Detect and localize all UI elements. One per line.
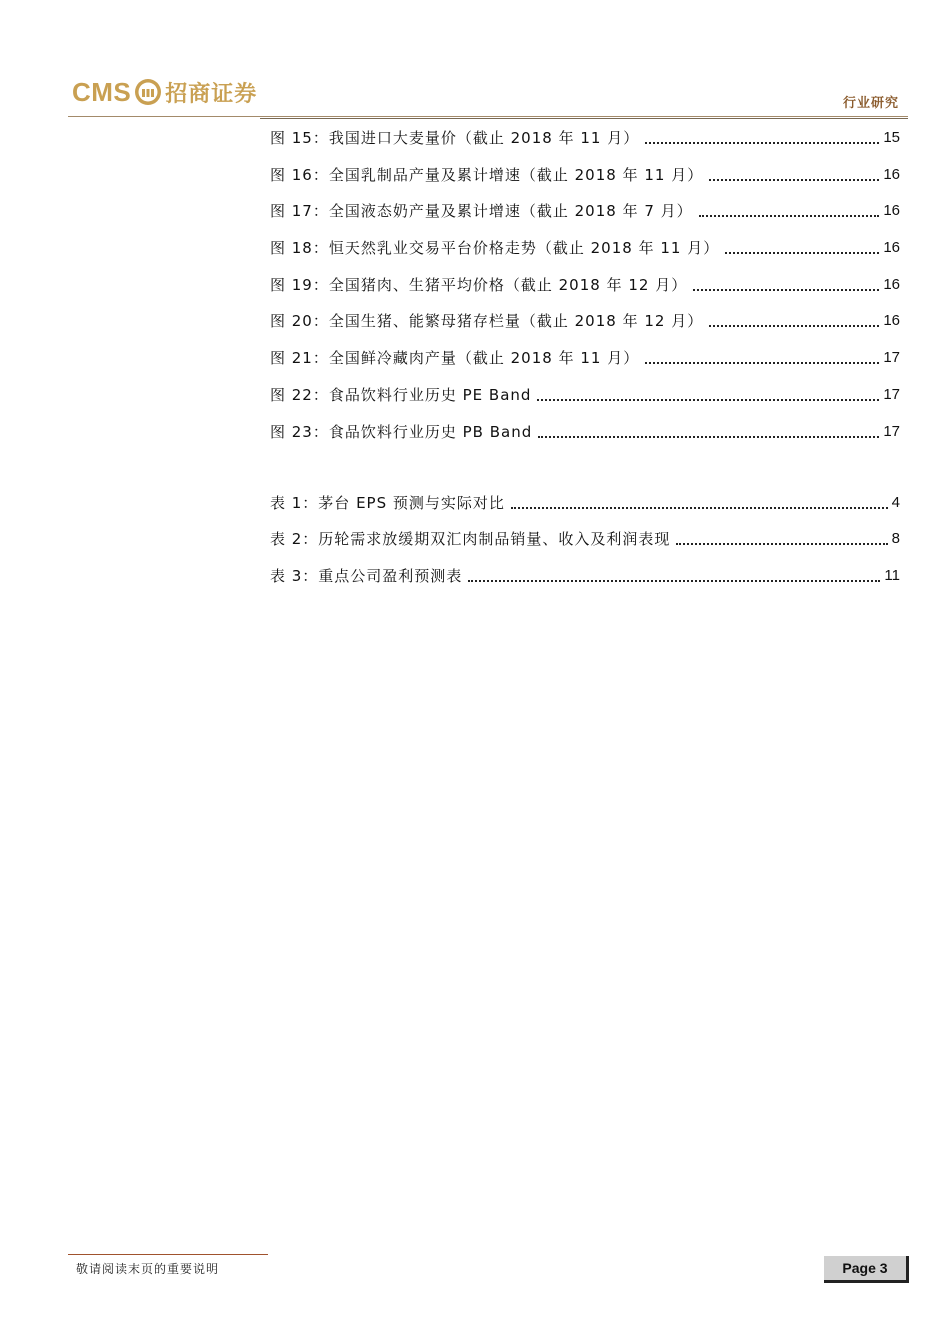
toc-entry-label: 图 15：我国进口大麦量价（截止 2018 年 11 月） [270, 129, 640, 147]
toc-entry[interactable] [270, 310, 900, 332]
toc-entry-page: 16 [883, 202, 900, 219]
leader-dots [538, 436, 879, 438]
leader-dots [725, 252, 879, 254]
leader-dots [709, 325, 879, 327]
leader-dots [645, 142, 879, 144]
leader-dots [537, 399, 879, 401]
cms-logo [72, 74, 257, 110]
toc-entry-label: 图 23：食品饮料行业历史 PB Band [270, 423, 533, 441]
toc-entry[interactable] [270, 164, 900, 186]
toc-entry[interactable] [270, 492, 900, 514]
logo-emblem-icon [134, 78, 162, 106]
leader-dots [699, 215, 880, 217]
leader-dots [676, 543, 887, 545]
toc-entry[interactable] [270, 237, 900, 259]
toc-entry[interactable] [270, 127, 900, 149]
toc-entry-page: 16 [883, 276, 900, 293]
toc-entry[interactable] [270, 421, 900, 443]
leader-dots [693, 289, 879, 291]
leader-dots [645, 362, 879, 364]
toc-entry-label: 图 20：全国生猪、能繁母猪存栏量（截止 2018 年 12 月） [270, 312, 704, 330]
toc-entry[interactable] [270, 565, 900, 587]
leader-dots [468, 580, 880, 582]
toc-entry-page: 17 [883, 349, 900, 366]
leader-dots [511, 507, 888, 509]
toc-entry-label: 图 21：全国鲜冷藏肉产量（截止 2018 年 11 月） [270, 349, 640, 367]
toc-entry-label: 表 1：茅台 EPS 预测与实际对比 [270, 494, 505, 512]
page-number-badge: Page 3 [824, 1256, 909, 1283]
leader-dots [709, 179, 879, 181]
footer-disclaimer-note: 敬请阅读末页的重要说明 [76, 1262, 220, 1276]
page-header [0, 0, 950, 125]
toc-entry-page: 16 [883, 239, 900, 256]
toc-entry-label: 图 17：全国液态奶产量及累计增速（截止 2018 年 7 月） [270, 202, 693, 220]
toc-entry-page: 16 [883, 312, 900, 329]
toc-entry-page: 15 [883, 129, 900, 146]
toc-entry-page: 16 [883, 166, 900, 183]
toc-entry-label: 图 19：全国猪肉、生猪平均价格（截止 2018 年 12 月） [270, 276, 688, 294]
toc-entry[interactable] [270, 200, 900, 222]
section-tag: 行业研究 [842, 96, 899, 111]
toc-entry-page: 11 [884, 567, 900, 584]
toc-entry-page: 4 [891, 494, 900, 511]
header-divider-secondary [260, 118, 908, 119]
toc-entry-label: 图 18：恒天然乳业交易平台价格走势（截止 2018 年 11 月） [270, 239, 720, 257]
toc-entry-page: 17 [883, 386, 900, 403]
logo-latin-text: CMS [72, 76, 132, 107]
toc-entry[interactable] [270, 528, 900, 550]
header-divider [68, 116, 908, 117]
toc-entry-page: 8 [891, 530, 900, 547]
toc-entry[interactable] [270, 384, 900, 406]
toc-entry[interactable] [270, 274, 900, 296]
toc-entry-page: 17 [883, 423, 900, 440]
footer-divider [68, 1254, 268, 1255]
toc-entry-label: 表 2：历轮需求放缓期双汇肉制品销量、收入及利润表现 [270, 530, 671, 548]
toc-entry-label: 图 16：全国乳制品产量及累计增速（截止 2018 年 11 月） [270, 166, 704, 184]
logo-chinese-text: 招商证券 [165, 81, 258, 107]
toc-entry-label: 图 22：食品饮料行业历史 PE Band [270, 386, 532, 404]
toc-entry[interactable] [270, 347, 900, 369]
toc-entry-label: 表 3：重点公司盈利预测表 [270, 567, 463, 585]
